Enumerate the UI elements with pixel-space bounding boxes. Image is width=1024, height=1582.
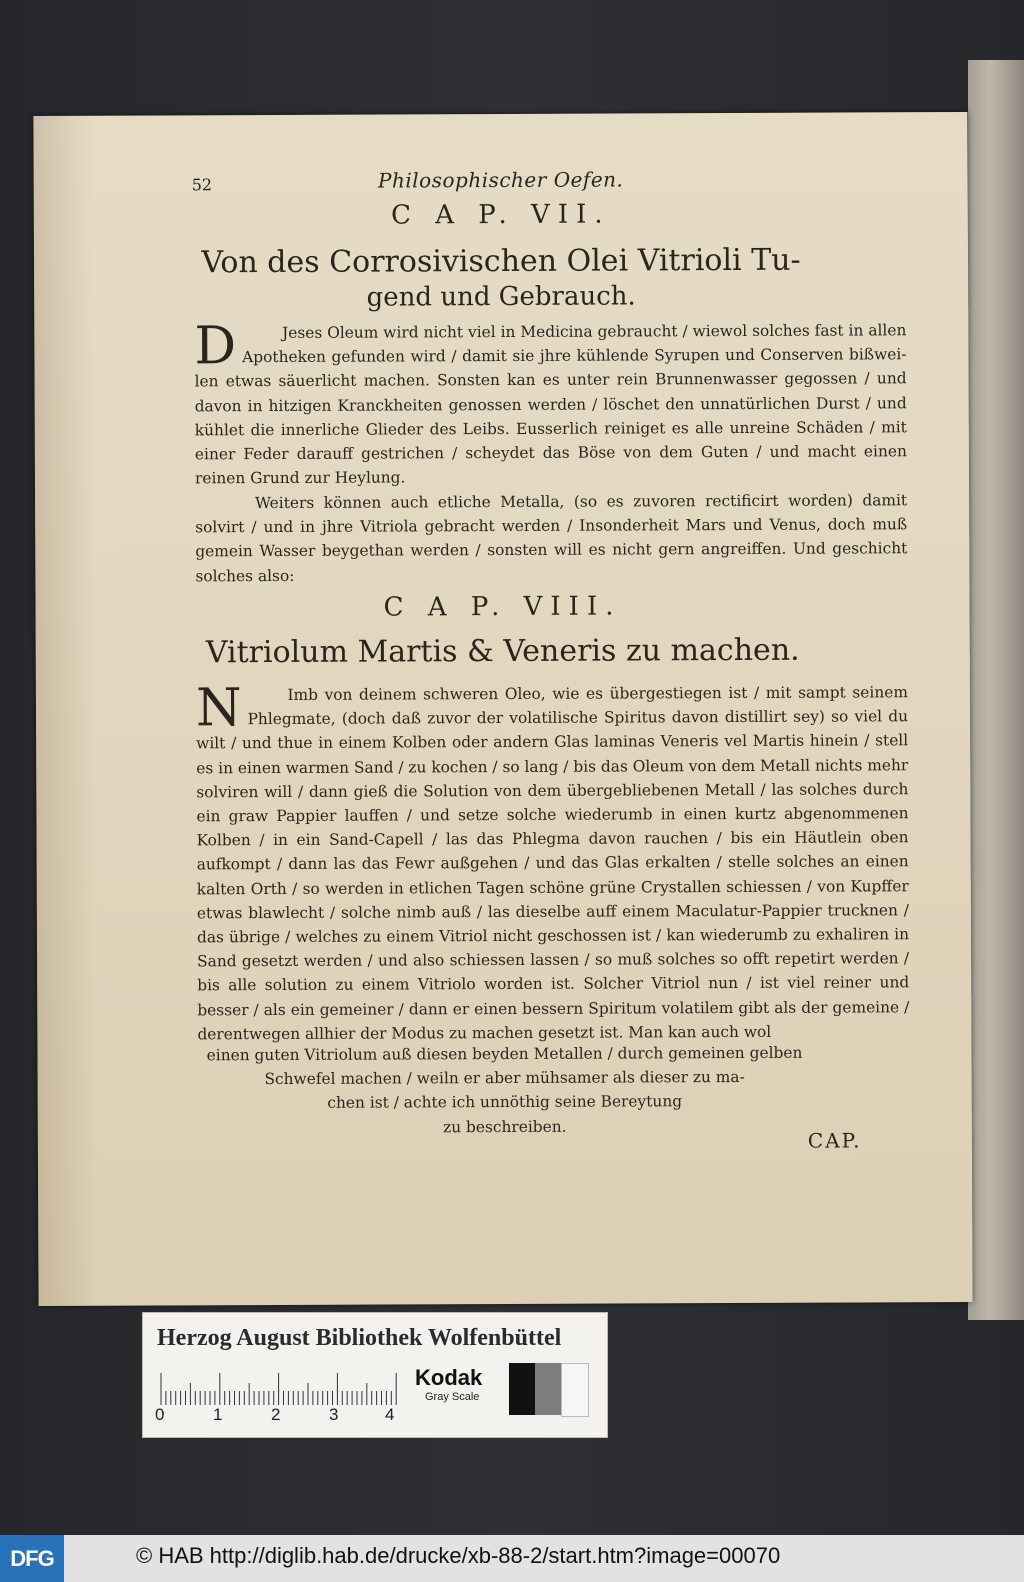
color-calibration-card [142, 1312, 608, 1438]
page-number: 52 [191, 175, 213, 195]
paragraph-text: Jeses Oleum wird nicht viel in Medicina gebraucht / wiewol solches fast in allen Apotheken gefunden wird / damit sie jhre kühlende Syrupen und Conserven bißweilen etwas säuerlicht machen. Sonsten kan es unter rein Brunnenwasser gegossen / und davon in hitzigen Kranckheiten genossen werden / löschet den unnatürlichen Durst / und kühlet die innerliche Glieder des Leibs. Eusserlich reiniget es alle unreine Schäden / mit einer Feder darauff gestrichen / scheydet das Böse von dem Guten / und macht einen reinen Grund zur Heylung. [194, 321, 907, 488]
chapter-7-title-line2: gend und Gebrauch. [366, 281, 636, 313]
ruler-labels [155, 1405, 415, 1425]
ruler-label: 1 [213, 1405, 223, 1424]
paragraph-text: Imb von deinem schweren Oleo, wie es übergestiegen ist / mit sampt seinem Phlegmate, (doch daß zuvor der volatilische Spiritus davon distillirt sey) so viel du wilt / und thue in einem Kolben oder andern Glas laminas Veneris vel Martis hinein / stell es in einen warmen Sand / zu kochen / so lang / bis das Oleum von dem Metall nichts mehr solviren will / dann gieß die Solution von dem übergebliebenen Metall / las solches durch ein graw Pappier lauffen / und setze solche wiederumb in einen kurtz abgenommenen Kolben / in ein Sand-Capell / las das Phlegma davon rauchen / bis ein Häutlein oben aufkompt / dann las das Fewr außgehen / und das Glas erkalten / stelle solches an einen kalten Orth / so werden in etlichen Tagen schöne grüne Crystallen schiessen / von Kupffer etwas blawlecht / solche nimb auß / las dieselbe auff einem Maculatur-Pappier trucknen / das übrige / welches zu einem Vitriol nicht geschossen ist / kan wiederumb zu exhaliren in Sand gesetzt werden / und also schiessen lassen / so muß solches so offt repetirt werden / bis alle solution zu einem Vitriolo worden ist. Solcher Vitriol nun / ist viel reiner und besser / als ein gemeiner / dann er einen bessern Spiritum volatilem gibt als der gemeine / derentwegen allhier der Modus zu machen gesetzt ist. Man kan auch wol [196, 683, 910, 1044]
chapter-8-paragraph [196, 680, 910, 1046]
next-page-edge [968, 60, 1024, 1320]
ending-line: zu beschreiben. [443, 1117, 567, 1136]
tapered-ending [37, 1040, 971, 1141]
ruler-label: 2 [271, 1405, 281, 1424]
institution-name: Herzog August Bibliothek Wolfenbüttel [157, 1325, 562, 1351]
chapter-8-label: C A P. VIII. [383, 591, 622, 623]
brand-subtitle: Gray Scale [425, 1391, 480, 1403]
ruler-label: 3 [329, 1405, 339, 1424]
running-head: Philosophischer Oefen. [377, 167, 624, 193]
chapter-7-paragraph-2: Weiters können auch etliche Metalla, (so es zuvoren rectificirt worden) damit solvirt / und in jhre Vitriola gebracht werden / Insonderheit Mars und Venus, doch muß gemein Wasser beygethan werden / sonsten will es nicht gern angreiffen. Und geschicht solches also: [195, 491, 908, 585]
ending-line: einen guten Vitriolum auß diesen beyden Metallen / durch gemeinen gelben [206, 1043, 803, 1065]
chapter-7-title-line1: Von des Corrosivischen Olei Vitrioli Tu- [201, 242, 801, 281]
ending-line: chen ist / achte ich unnöthig seine Bereytung [327, 1092, 683, 1113]
dfg-logo: DFG [0, 1535, 64, 1582]
book-page [33, 112, 972, 1306]
brand-logo: Kodak [415, 1365, 483, 1390]
chapter-7-label: C A P. VII. [390, 199, 611, 231]
catchword: CAP. [807, 1128, 862, 1153]
ending-line: Schwefel machen / weiln er aber mühsamer als dieser zu ma- [264, 1068, 745, 1089]
white-swatch [561, 1363, 589, 1417]
drop-cap: N [195, 678, 242, 739]
drop-cap: D [194, 316, 237, 377]
ruler-icon [159, 1371, 401, 1405]
black-swatch [509, 1363, 535, 1415]
ruler-label: 0 [155, 1405, 165, 1424]
chapter-8-title: Vitriolum Martis & Veneris zu machen. [205, 632, 800, 671]
copyright-link[interactable]: © HAB http://diglib.hab.de/drucke/xb-88-2/start.htm?image=00070 [136, 1543, 781, 1568]
gray-swatch [535, 1363, 561, 1415]
chapter-7-paragraph-1 [194, 318, 907, 491]
footer-bar [0, 1535, 1024, 1582]
ruler-label: 4 [385, 1405, 395, 1424]
